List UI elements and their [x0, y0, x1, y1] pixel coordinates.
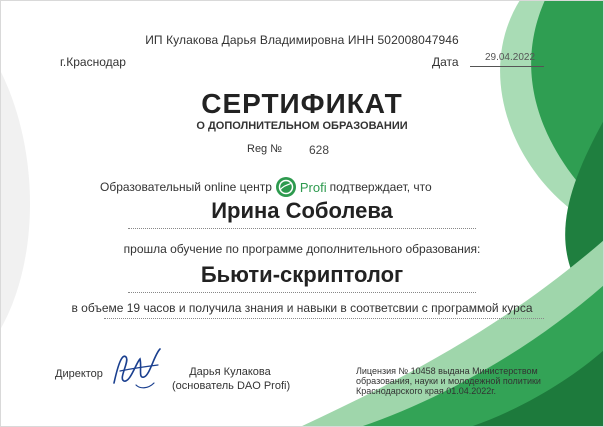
- recipient-name: Ирина Соболева: [211, 198, 393, 223]
- city: г.Краснодар: [60, 55, 126, 69]
- confirm-suffix: подтверждает, что: [329, 180, 432, 194]
- dao-logo-icon: [275, 176, 297, 198]
- certificate-subtitle: О ДОПОЛНИТЕЛЬНОМ ОБРАЗОВАНИИ: [196, 120, 408, 132]
- issuer-line: ИП Кулакова Дарья Владимировна ИНН 502008047946: [145, 33, 459, 47]
- confirm-line: [100, 176, 432, 198]
- certificate-title: СЕРТИФИКАТ: [201, 88, 403, 119]
- date-underline: [470, 66, 544, 67]
- license-text: Лицензия № 10458 выдана Министерством образования, науки и молодежной политики Краснодарского края 01.04.2022г.: [356, 366, 541, 396]
- volume-dotted-line: [104, 318, 544, 319]
- course-dotted-line: [128, 292, 476, 293]
- date-value: 29.04.2022: [484, 52, 536, 63]
- director-label: Директор: [55, 368, 103, 380]
- course-volume: в объеме 19 часов и получила знания и навыки в соответсвии с программой курса: [71, 301, 533, 315]
- course-name: Бьюти-скриптолог: [200, 262, 404, 287]
- reg-number: 628: [309, 143, 330, 157]
- director-signature: [108, 345, 170, 391]
- date-label: Дата: [432, 55, 459, 69]
- reg-label: Reg №: [247, 143, 283, 155]
- name-dotted-line: [128, 228, 476, 229]
- confirm-prefix: Образовательный online центр: [100, 180, 272, 194]
- program-intro: прошла обучение по программе дополнительного образования:: [123, 242, 481, 256]
- director-role: (основатель DAO Profi): [172, 380, 291, 392]
- brand-name: Profi: [299, 179, 327, 195]
- director-name: Дарья Кулакова: [189, 366, 271, 378]
